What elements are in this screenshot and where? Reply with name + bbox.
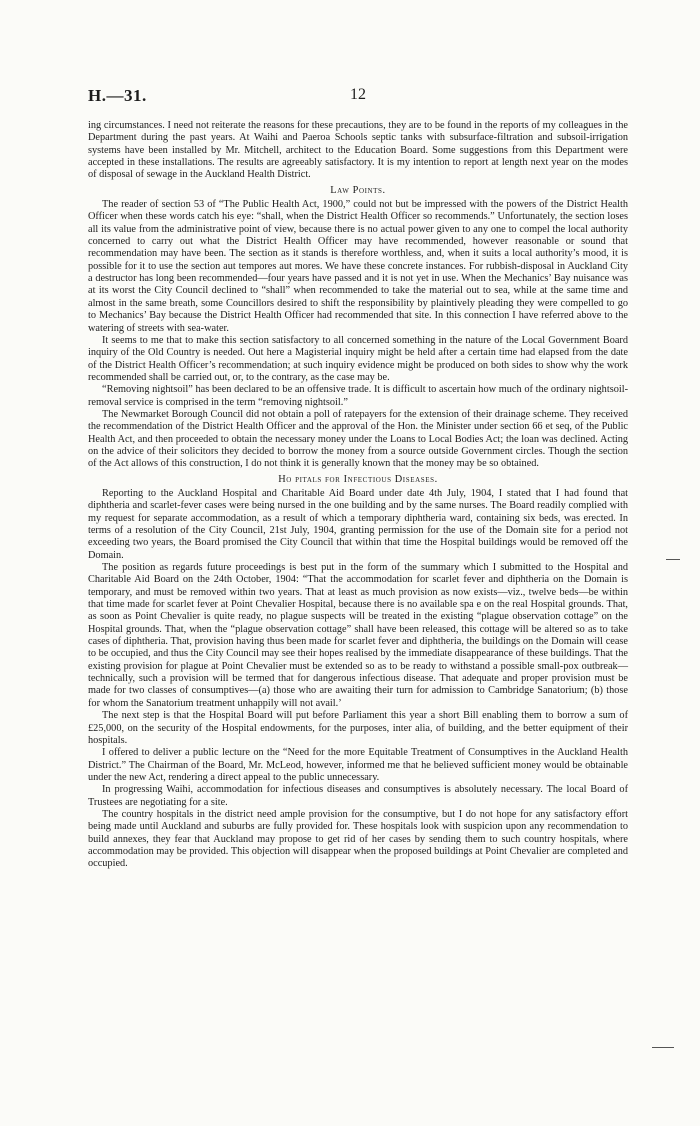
paragraph: Reporting to the Auckland Hospital and Charitable Aid Board under date 4th July, 1904, I stated that I had found that diphtheria and scarlet-fever cases were being nursed in the one building and by the same nurses. The Board readily complied with my request for separate accommodation, as a result of which a temporary diphtheria ward, containing six beds, was erected. In terms of a resolution of the City Council, 21st July, 1904, granting permission for the use of the Domain site for a period not exceeding two years, the Board promised the City Council that within that time the Hospital buildings would be removed off the Domain. xyxy=(88,487,628,561)
paragraph: The position as regards future proceedings is best put in the form of the summary which I submitted to the Hospital and Charitable Aid Board on the 24th October, 1904: “That the accommodation for scarlet fever and diphtheria on the Domain is temporary, and must be removed within two years. That at least as much provision as now exists—viz., twelve beds—be within that time made for scarlet fever at Point Chevalier Hospital, because there is no available spa e on the real Hospital grounds. That, as soon as Point Chevalier is quite ready, no plague suspects will be treated in the existing “plague observation cottage” on the Hospital grounds. That, when the “plague observation cottage” shall have been released, this cottage will be altered so as to take cases of diphtheria. That, provision having thus been made for scarlet fever and diphtheria, the buildings on the Domain will cease to be occupied, and thus the City Council may see their hopes realised by the immediate disappearance of these buildings. That the existing provision for plague at Point Chevalier must be extended so as to be ready to withstand a possible small-pox outbreak—technically, such a provision will be termed that for dangerous infectious disease. That adequate and proper provision must be made for two classes of consumptives—(a) those who are awaiting their turn for admission to Cambridge Sanatorium; (b) those for whom the Sanatorium treatment unhappily will not avail.’ xyxy=(88,562,628,709)
section-heading-law-points: Law Points. xyxy=(330,184,386,196)
page-body xyxy=(88,120,628,871)
paragraph: I offered to deliver a public lecture on the “Need for the more Equitable Treatment of Consumptives in the Auckland Health District.” The Chairman of the Board, Mr. McLeod, however, informed me that he believed sufficient money would be obtainable under the new Act, rendering a direct appeal to the public unnecessary. xyxy=(88,747,628,783)
document-code: H.—31. xyxy=(88,86,147,105)
paragraph: It seems to me that to make this section satisfactory to all concerned something in the nature of the Local Government Board inquiry of the Old Country is needed. Out here a Magisterial inquiry might be held after a certain time had elapsed from the date of the District Health Officer’s recommendation; at such inquiry evidence might be produced on both sides to show why the work recommended shall be carried out, or, to the contrary, as the case may be. xyxy=(88,334,628,383)
paragraph: The reader of section 53 of “The Public Health Act, 1900,” could not but be impressed with the powers of the District Health Officer when these words catch his eye: “shall, when the District Health Officer so recommends.” Unfortunately, the section loses all its value from the administrative point of view, because there is no actual power given to any one to compel the local authority concerned to carry out what the District Health Officer may have recommended, however reasonable or sound that recommendation may have been. The section as it stands is therefore worthless, and, when it suits a local authority’s mood, it is possible for it to use the section aut tempores aut mores. We have these concrete instances. For rubbish-disposal in Auckland City a destructor has long been recommended—four years have passed and it is not yet in use. When the Mechanics’ Bay nuisance was at its worst the City Council declined to “shall” when recommended to take the material out to sea, while at the same time and almost in the same breath, some Councillors desired to shift the responsibility by plaintively pleading they were compelled to go to Mechanics’ Bay because the District Health Officer had recommended that site. In this connection I have referred above to the watering of streets with sea-water. xyxy=(88,199,628,334)
section-heading-hospitals: Ho pitals for Infectious Diseases. xyxy=(278,473,438,485)
paragraph: ing circumstances. I need not reiterate the reasons for these precautions, they are to be found in the reports of my colleagues in the Department during the past years. At Waihi and Paeroa Schools septic tanks with subsurface-filtration and subsoil-irrigation systems have been installed by Mr. Mitchell, architect to the Education Board. Some suggestions from this Department were accepted in these installations. The results are agreeably satisfactory. It is my intention to report at length next year on the modes of disposal of sewage in the Auckland Health District. xyxy=(88,120,628,181)
page-header xyxy=(88,86,628,108)
paragraph: The next step is that the Hospital Board will put before Parliament this year a short Bill enabling them to borrow a sum of £25,000, on the security of the Hospital endowments, for the purposes, inter alia, of building, and the better equipment of their hospitals. xyxy=(88,710,628,746)
paragraph: In progressing Waihi, accommodation for infectious diseases and consumptives is absolutely necessary. The local Board of Trustees are negotiating for a site. xyxy=(88,784,628,808)
paragraph: “Removing nightsoil” has been declared to be an offensive trade. It is difficult to ascertain how much of the ordinary nightsoil-removal service is comprised in the term “removing nightsoil.” xyxy=(88,384,628,408)
page-number: 12 xyxy=(350,86,366,103)
paragraph: The Newmarket Borough Council did not obtain a poll of ratepayers for the extension of their drainage scheme. They received the recommendation of the District Health Officer and the approval of the Hon. the Minister under section 66 et seq, of the Public Health Act, and then proceeded to obtain the necessary money under the Loans to Local Bodies Act; the loan was declined. Acting on the advice of their solicitors they decided to borrow the money from a source outside Government circles. Though the section of the Act allows of this construction, I do not think it is generally known that the money may be so obtained. xyxy=(88,408,628,470)
paragraph: The country hospitals in the district need ample provision for the consumptive, but I do not hope for any satisfactory effort being made until Auckland and suburbs are fully provided for. These hospitals look with suspicion upon any recommendation to build annexes, they fear that Auckland may propose to get rid of her cases by sending them to such country hospitals, where accommodation may be provided. This objection will disappear when the proposed buildings at Point Chevalier are completed and occupied. xyxy=(88,808,628,870)
margin-mark xyxy=(666,559,680,560)
margin-mark xyxy=(652,1047,674,1048)
